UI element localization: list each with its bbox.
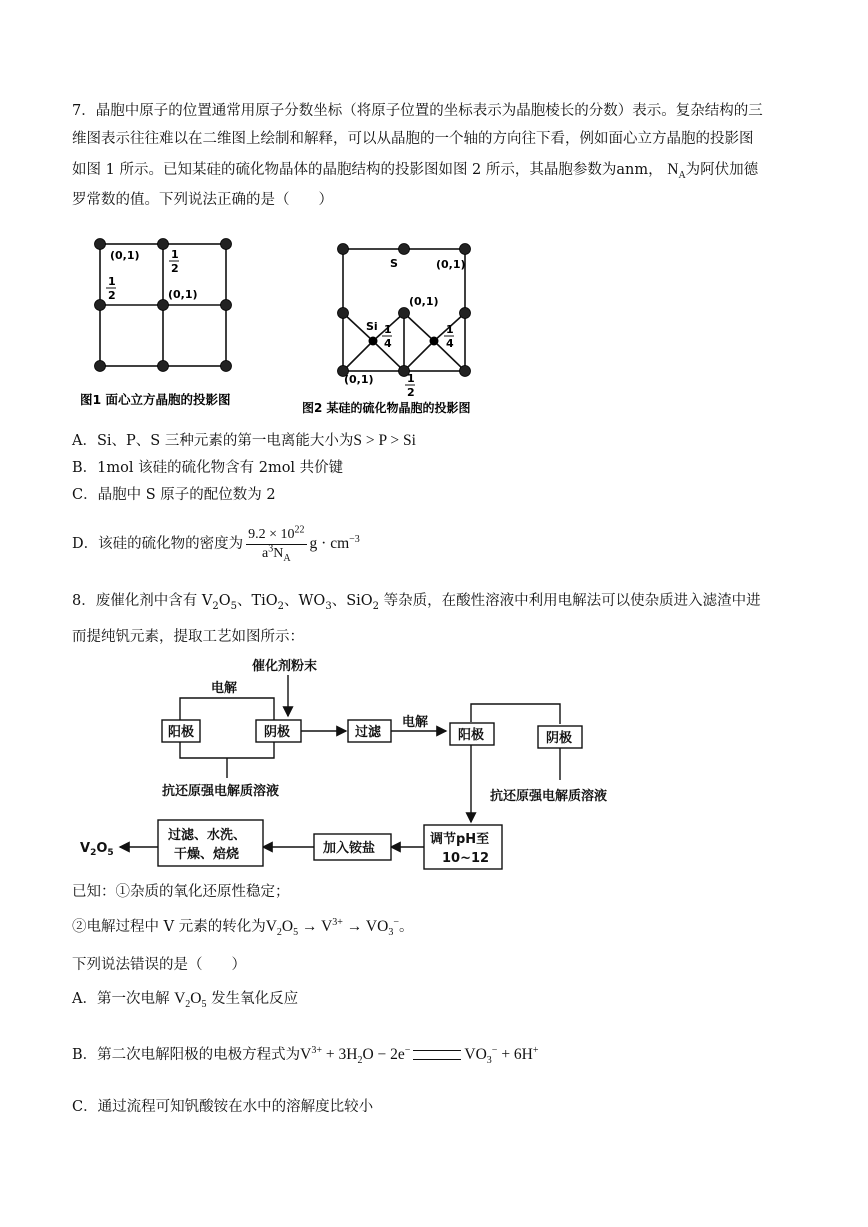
fig2-silicon-sulfide-projection — [296, 236, 506, 421]
flow-add-ammonium-label: 加入铵盐 — [323, 841, 376, 856]
q8-process-flowchart — [78, 650, 658, 870]
fig2-label-01-topright: (0,1) — [436, 258, 466, 271]
flow-final-step-line-2: 干燥、焙烧 — [174, 847, 240, 862]
q7-line-1: 7．晶胞中原子的位置通常用原子分数坐标（将原子位置的坐标表示为晶胞棱长的分数）表示。复杂结构的三 — [72, 103, 763, 119]
fig1-label-01-top: (0,1) — [110, 249, 140, 262]
q7-option-d: D．该硅的硫化物的密度为 $\frac{9.2 \times 10^{22}}{a^3N_A}$ $g \cdot cm^{-3}$ — [72, 523, 360, 564]
flow-adjust-ph-line-1: 调节pH至 — [430, 832, 490, 847]
flow-electrolyte-1-label: 抗还原强电解质溶液 — [162, 784, 280, 799]
fig2-label-quarter-left-den: 4 — [384, 337, 392, 350]
q7-line-2: 维图表示往往难以在二维图上绘制和解释，可以从晶胞的一个轴的方向往下看，例如面心立方晶胞的投影图 — [72, 131, 754, 147]
q8-option-c: C．通过流程可知钒酸铵在水中的溶解度比较小 — [72, 1099, 374, 1115]
flow-product-label: $V_2O_5$ — [80, 841, 114, 858]
fig2-label-si: Si — [366, 320, 378, 333]
flow-catalyst-label: 催化剂粉末 — [252, 659, 318, 674]
q8-option-b: B．第二次电解阳极的电极方程式为$V^{3+} + 3H_2O - 2e^-$ $VO_3^- + 6H^+$ — [72, 1044, 539, 1067]
fig2-caption: 图2 某硅的硫化物晶胞的投影图 — [302, 401, 471, 415]
fig2-label-half-bottom-den: 2 — [407, 386, 415, 399]
flow-anode-1-label: 阳极 — [168, 725, 195, 740]
q8-line-1: 8．废催化剂中含有 $V_2O_5$、TiO$_2$、$WO_3$、SiO$_2$ 等杂质，在酸性溶液中利用电解法可以使杂质进入滤渣中进 — [72, 593, 761, 612]
q8-ask: 下列说法错误的是（ ） — [72, 957, 246, 973]
fig1-caption: 图1 面心立方晶胞的投影图 — [80, 392, 231, 407]
q7-option-b: B．1mol 该硅的硫化物含有 2mol 共价键 — [72, 460, 344, 476]
flow-final-step-line-1: 过滤、水洗、 — [168, 828, 247, 843]
fig1-label-half-top-num: 1 — [171, 248, 179, 261]
q7-line-3: 如图 1 所示。已知某硅的硫化物晶体的晶胞结构的投影图如图 2 所示，其晶胞参数为anm， $N_A$为阿伏加德 — [72, 161, 759, 182]
fig2-label-01-bottomleft: (0,1) — [344, 373, 374, 386]
fig2-label-s: S — [390, 257, 398, 270]
flow-anode-2-label: 阳极 — [458, 728, 485, 743]
fig1-label-01-center: (0,1) — [168, 288, 198, 301]
equals-arrow — [413, 1050, 461, 1060]
flow-electrolysis-1-label: 电解 — [211, 681, 238, 696]
q7-line-4: 罗常数的值。下列说法正确的是（ ） — [72, 192, 333, 208]
fig1-label-half-top-den: 2 — [171, 262, 179, 275]
q7-option-c: C．晶胞中 S 原子的配位数为 2 — [72, 487, 276, 503]
flow-electrolyte-2-label: 抗还原强电解质溶液 — [490, 789, 608, 804]
q8-known-2: ②电解过程中 V 元素的转化为$V_2O_5 \to V^{3+} \to VO_3^-$。 — [72, 916, 414, 939]
q8-known-1: 已知：①杂质的氧化还原性稳定； — [72, 884, 290, 900]
flow-filter-label: 过滤 — [355, 725, 382, 740]
q8-option-a: A．第一次电解 $V_2O_5$ 发生氧化反应 — [72, 990, 299, 1011]
q7-option-a: A．Si、P、S 三种元素的第一电离能大小为S > P > Si — [72, 432, 416, 449]
fig2-label-half-bottom-num: 1 — [407, 372, 415, 385]
fig1-fcc-projection — [70, 232, 250, 417]
flow-cathode-1-label: 阴极 — [264, 725, 291, 740]
fig2-label-quarter-right-den: 4 — [446, 337, 454, 350]
flow-electrolysis-2-label: 电解 — [402, 715, 429, 730]
flow-adjust-ph-line-2: 10~12 — [442, 851, 490, 866]
fig2-label-quarter-left-num: 1 — [384, 323, 392, 336]
fig1-label-half-left-den: 2 — [108, 289, 116, 302]
flow-cathode-2-label: 阴极 — [546, 731, 573, 746]
fig2-label-quarter-right-num: 1 — [446, 323, 454, 336]
fig1-label-half-left-num: 1 — [108, 275, 116, 288]
fig2-label-01-center: (0,1) — [409, 295, 439, 308]
q8-line-2: 而提纯钒元素，提取工艺如图所示： — [72, 629, 304, 645]
density-fraction: $\frac{9.2 \times 10^{22}}{a^3N_A}$ — [248, 523, 305, 564]
